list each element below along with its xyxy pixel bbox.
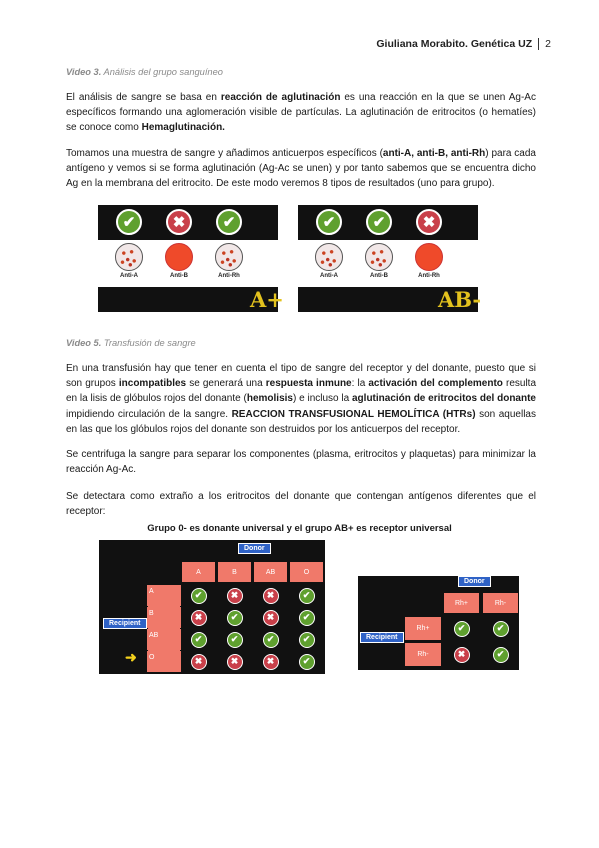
check-icon: ✔ bbox=[116, 209, 142, 235]
cross-icon: ✖ bbox=[263, 654, 279, 670]
cross-icon: ✖ bbox=[191, 654, 207, 670]
compat-cell bbox=[181, 585, 216, 606]
recipient-row-label: B bbox=[147, 607, 181, 628]
video3-title: Análisis del grupo sanguíneo bbox=[101, 67, 223, 77]
donor-col-header: O bbox=[289, 561, 324, 583]
video5-heading bbox=[66, 338, 196, 348]
cross-icon: ✖ bbox=[263, 588, 279, 604]
donor-col-header: AB bbox=[253, 561, 288, 583]
table-caption: Grupo 0- es donante universal y el grupo AB+ es receptor universal bbox=[147, 523, 452, 534]
compat-cell bbox=[181, 607, 216, 628]
video3-prefix: Video 3. bbox=[66, 67, 102, 77]
test-dish bbox=[315, 243, 343, 271]
compat-cell bbox=[217, 629, 252, 650]
rh-compatibility-table bbox=[358, 576, 519, 670]
cross-icon: ✖ bbox=[454, 647, 470, 663]
test-dish bbox=[215, 243, 243, 271]
compat-cell bbox=[181, 651, 216, 672]
check-icon: ✔ bbox=[299, 610, 315, 626]
donor-col-header: Rh- bbox=[482, 592, 519, 614]
test-dish bbox=[115, 243, 143, 271]
compat-cell bbox=[253, 607, 288, 628]
compat-cell bbox=[482, 642, 519, 667]
p3-b5: aglutinación de eritrocitos del donante bbox=[352, 393, 536, 405]
antibody-label: Anti-B bbox=[170, 273, 188, 279]
compat-cell bbox=[482, 616, 519, 641]
compat-cell bbox=[289, 651, 324, 672]
check-icon: ✔ bbox=[316, 209, 342, 235]
p3-b3: activación del complemento bbox=[368, 378, 503, 390]
p1-t2: es una reacción en la que se unen Ag-Ac específicos formando una aglomeración visible de partículas. La aglutinación de eritrocitos (o hematíes) se conoce como bbox=[66, 92, 536, 134]
check-icon: ✔ bbox=[299, 588, 315, 604]
p2-t2: ) para cada antígeno y vemos si se forma aglutinación (Ag-Ac se unen) y por tanto sabemos que se encuentra dicho Ag en la membrana del eritrocito. De este modo veremos 8 tipos de resultados (uno para grupo). bbox=[66, 148, 536, 190]
donor-label: Donor bbox=[458, 576, 491, 587]
cross-icon: ✖ bbox=[166, 209, 192, 235]
p3-b4: hemolisis bbox=[246, 393, 293, 405]
cross-icon: ✖ bbox=[191, 610, 207, 626]
video5-prefix: Video 5. bbox=[66, 338, 102, 348]
video3-heading bbox=[66, 67, 223, 77]
p3-b6: REACCION TRANSFUSIONAL HEMOLÍTICA (HTRs) bbox=[231, 408, 476, 420]
compat-cell bbox=[253, 585, 288, 606]
check-icon: ✔ bbox=[216, 209, 242, 235]
figure-blood-type-ab-negative bbox=[298, 205, 482, 312]
check-icon: ✔ bbox=[191, 632, 207, 648]
compat-cell bbox=[253, 651, 288, 672]
p3-t4: resulta en la lisis de glóbulos rojos del donante ( bbox=[66, 378, 537, 405]
blood-type-label: AB- bbox=[438, 287, 482, 312]
compat-cell bbox=[253, 629, 288, 650]
test-dish bbox=[165, 243, 193, 271]
check-icon: ✔ bbox=[299, 632, 315, 648]
paragraph-antibodies bbox=[66, 146, 536, 192]
p1-b1: reacción de aglutinación bbox=[220, 92, 341, 103]
check-icon: ✔ bbox=[227, 610, 243, 626]
recipient-row-label: O bbox=[147, 651, 181, 672]
page-number: 2 bbox=[545, 38, 551, 50]
compat-cell bbox=[289, 607, 324, 628]
recipient-row-label: A bbox=[147, 585, 181, 606]
p3-t7: son aquellas en las que los glóbulos rojos del donante son destruidos por los anticuerpos del receptor. bbox=[66, 408, 536, 435]
blood-type-label: A+ bbox=[250, 287, 284, 312]
antibody-label: Anti-Rh bbox=[418, 273, 440, 279]
abo-compatibility-table bbox=[99, 540, 325, 674]
recipient-row-label: AB bbox=[147, 629, 181, 650]
compat-cell bbox=[443, 642, 480, 667]
test-dish bbox=[365, 243, 393, 271]
compat-cell bbox=[217, 651, 252, 672]
author-label: Giuliana Morabito. Genética UZ bbox=[376, 38, 533, 50]
antibody-label: Anti-A bbox=[320, 273, 338, 279]
paragraph-agglutination bbox=[66, 90, 536, 136]
p3-t3: : la bbox=[351, 378, 369, 390]
p3-b2: respuesta inmune bbox=[265, 378, 352, 390]
check-icon: ✔ bbox=[299, 654, 315, 670]
cross-icon: ✖ bbox=[416, 209, 442, 235]
check-icon: ✔ bbox=[493, 621, 509, 637]
compat-cell bbox=[289, 585, 324, 606]
p2-t1: Tomamos una muestra de sangre y añadimos anticuerpos específicos ( bbox=[66, 148, 383, 159]
check-icon: ✔ bbox=[454, 621, 470, 637]
donor-label: Donor bbox=[238, 543, 271, 554]
page-header bbox=[376, 38, 551, 50]
cross-icon: ✖ bbox=[227, 588, 243, 604]
p3-t2: se generará una bbox=[186, 378, 266, 390]
recipient-row-label: Rh+ bbox=[404, 616, 442, 641]
arrow-icon: ➜ bbox=[125, 649, 137, 665]
header-divider bbox=[538, 38, 539, 50]
compat-cell bbox=[217, 607, 252, 628]
antibody-label: Anti-A bbox=[120, 273, 138, 279]
antibody-label: Anti-Rh bbox=[218, 273, 240, 279]
compat-cell bbox=[217, 585, 252, 606]
donor-col-header: B bbox=[217, 561, 252, 583]
p3-t1: En una transfusión hay que tener en cuenta el tipo de sangre del receptor y del donante, puesto que si son grupos bbox=[66, 363, 536, 390]
donor-col-header: Rh+ bbox=[443, 592, 480, 614]
check-icon: ✔ bbox=[263, 632, 279, 648]
compat-cell bbox=[443, 616, 480, 641]
check-icon: ✔ bbox=[227, 632, 243, 648]
recipient-row-label: Rh- bbox=[404, 642, 442, 667]
recipient-label: Recipient bbox=[103, 618, 147, 629]
p1-b2: Hemaglutinación. bbox=[141, 122, 225, 134]
check-icon: ✔ bbox=[493, 647, 509, 663]
test-dish bbox=[415, 243, 443, 271]
p3-t6: impidiendo circulación de la sangre. bbox=[66, 408, 232, 420]
figure-blood-type-a-positive bbox=[98, 205, 284, 312]
compat-cell bbox=[181, 629, 216, 650]
cross-icon: ✖ bbox=[227, 654, 243, 670]
cross-icon: ✖ bbox=[263, 610, 279, 626]
paragraph-transfusion bbox=[66, 361, 536, 437]
check-icon: ✔ bbox=[191, 588, 207, 604]
p3-t5: ) e incluso la bbox=[292, 393, 352, 405]
donor-col-header: A bbox=[181, 561, 216, 583]
recipient-label: Recipient bbox=[360, 632, 404, 643]
p2-b1: anti-A, anti-B, anti-Rh bbox=[382, 148, 486, 159]
video5-title: Transfusión de sangre bbox=[101, 338, 196, 348]
paragraph-centrifuge: Se centrifuga la sangre para separar los componentes (plasma, eritrocitos y plaquetas) para minimizar la reacción Ag-Ac. bbox=[66, 449, 536, 476]
compat-cell bbox=[289, 629, 324, 650]
check-icon: ✔ bbox=[366, 209, 392, 235]
p3-b1: incompatibles bbox=[118, 378, 187, 390]
paragraph-foreign-antigens: Se detectara como extraño a los eritrocitos del donante que contengan antígenos diferentes que el receptor: bbox=[66, 491, 536, 518]
p1-t1: El análisis de sangre se basa en bbox=[66, 92, 221, 103]
antibody-label: Anti-B bbox=[370, 273, 388, 279]
